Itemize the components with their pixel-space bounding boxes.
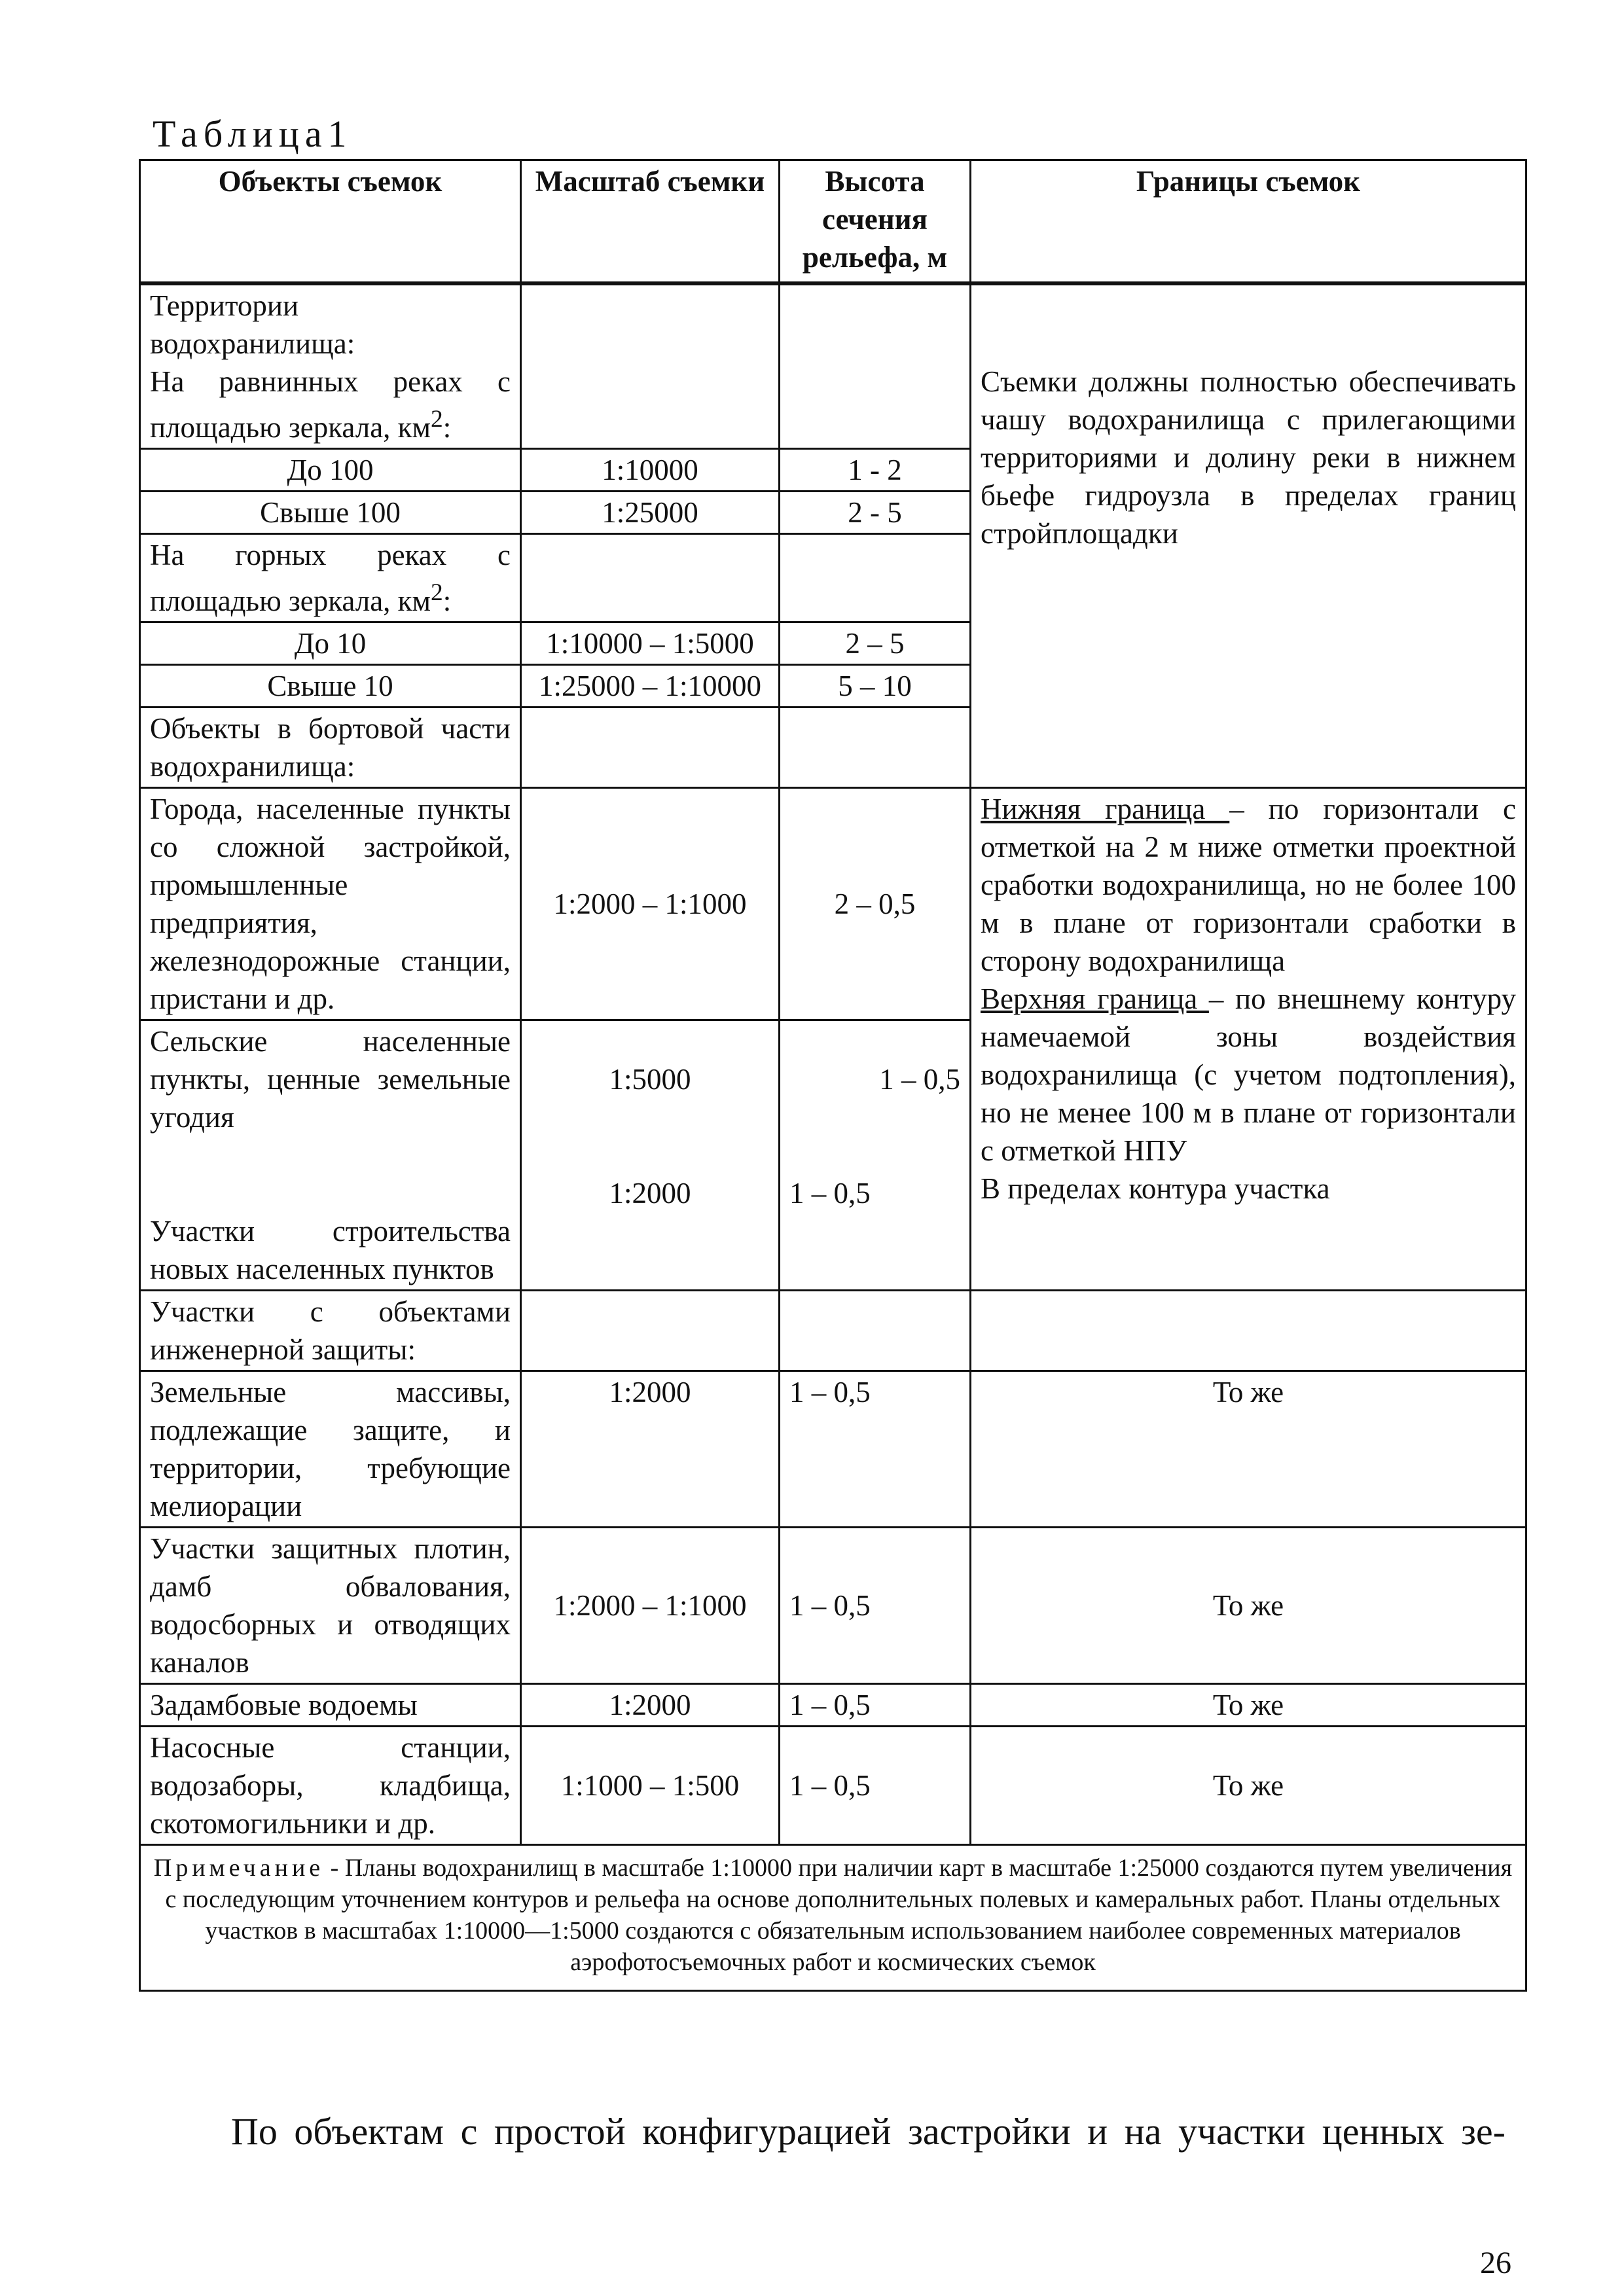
row-label: Участки защитных плотин, дамб обвалования, водосборных и отводящих каналов (140, 1528, 521, 1684)
row-height: 1 – 0,5 (789, 1177, 871, 1210)
table-row (140, 788, 1526, 1020)
row-scale: 1:1000 – 1:500 (521, 1727, 780, 1845)
survey-table (139, 159, 1527, 1992)
row-boundary: То же (971, 1371, 1526, 1528)
row-label: Города, населенные пункты со сложной застройкой, промышленные предприятия, железнодорожные станции, пристани и др. (140, 788, 521, 1020)
empty-cell (780, 283, 971, 449)
row-label: Насосные станции, водозаборы, кладбища, скотомогильники и др. (140, 1727, 521, 1845)
lower-boundary: Нижняя граница – по горизонтали с отметкой на 2 м ниже отметки проектной сработки водохранилища, но не более 100 м в плане от горизонтали сработки в сторону водохранилища (981, 793, 1516, 977)
row-height: 1 – 0,5 (780, 1684, 971, 1727)
empty-cell (521, 1291, 780, 1371)
row-scale: 1:10000 (521, 449, 780, 492)
boundary-cell (971, 788, 1526, 1291)
header-relief-height: Высота сечения рельефа, м (780, 160, 971, 284)
boundary-cell (971, 283, 1526, 788)
row-height: 1 – 0,5 (879, 1063, 960, 1096)
row-boundary: То же (971, 1684, 1526, 1727)
table-row (140, 283, 1526, 449)
empty-cell (971, 1291, 1526, 1371)
table-row (140, 1371, 1526, 1528)
header-boundaries: Границы съемок (971, 160, 1526, 284)
row-scale: 1:25000 (521, 492, 780, 534)
note-text: - Планы водохранилищ в масштабе 1:10000 при наличии карт в масштабе 1:25000 создаются путем увеличения с последующим уточнением контуров и рельефа на основе дополнительных полевых и камеральных работ. Планы отдельных участков в масштабах 1:10000—1:5000 создаются с обязательным использованием наиболее современных материалов аэрофотосъемочных работ и космических съемок (165, 1854, 1513, 1976)
row-scale: 1:2000 (609, 1177, 691, 1210)
mountain-rivers-label: На горных реках с площадью зеркала, $км^2$: (140, 534, 521, 622)
empty-cell (780, 534, 971, 622)
row-label: До 10 (140, 622, 521, 665)
page-number: 26 (1480, 2246, 1511, 2280)
row-label: Свыше 100 (140, 492, 521, 534)
reservoir-territories-cell (140, 283, 521, 449)
row-label: Земельные массивы, подлежащие защите, и территории, требующие мелиорации (140, 1371, 521, 1528)
row-scale: 1:5000 (609, 1063, 691, 1096)
row-label: Свыше 10 (140, 665, 521, 708)
height-cell (780, 1020, 971, 1291)
empty-cell (780, 708, 971, 788)
body-text: По объектам с простой конфигурацией застройки и на участки ценных зе- (231, 2110, 1506, 2153)
note-row (140, 1845, 1526, 1991)
row-height: 1 – 0,5 (780, 1727, 971, 1845)
row-scale: 1:2000 – 1:1000 (521, 788, 780, 1020)
row-scale: 1:2000 (521, 1684, 780, 1727)
rural-settlements-cell (140, 1020, 521, 1291)
row-height: 2 – 0,5 (780, 788, 971, 1020)
upper-boundary-label: Верхняя граница (981, 982, 1209, 1015)
row-height: 2 - 5 (780, 492, 971, 534)
row-height: 5 – 10 (780, 665, 971, 708)
row-scale: 1:25000 – 1:10000 (521, 665, 780, 708)
plain-rivers-label: На равнинных реках с площадью зеркала, $км^2$: (150, 365, 511, 444)
row-height: 2 – 5 (780, 622, 971, 665)
row-boundary: То же (971, 1727, 1526, 1845)
empty-cell (521, 283, 780, 449)
row-boundary: То же (971, 1528, 1526, 1684)
row-scale: 1:10000 – 1:5000 (521, 622, 780, 665)
table-row (140, 1291, 1526, 1371)
table-note (140, 1845, 1526, 1991)
empty-cell (780, 1291, 971, 1371)
row-scale: 1:2000 – 1:1000 (521, 1528, 780, 1684)
header-row (140, 160, 1526, 284)
empty-cell (521, 708, 780, 788)
scale-cell (521, 1020, 780, 1291)
header-objects: Объекты съемок (140, 160, 521, 284)
row-label: Участки строительства новых населенных пунктов (150, 1215, 511, 1285)
row-height: 1 – 0,5 (780, 1528, 971, 1684)
section-title: Участки с объектами инженерной защиты: (140, 1291, 521, 1371)
reservoir-boundary-text: Съемки должны полностью обеспечивать чашу водохранилища с прилегающими территориями и долину реки в нижнем бьефе гидроузла в пределах границ стройплощадки (981, 365, 1516, 550)
row-height: 1 - 2 (780, 449, 971, 492)
table-row (140, 1528, 1526, 1684)
upper-boundary: Верхняя граница – по внешнему контуру намечаемой зоны воздействия водохранилища (с учетом подтопления), но не менее 100 м в плане от горизонтали с отметкой НПУ (981, 982, 1516, 1167)
row-scale: 1:2000 (521, 1371, 780, 1528)
empty-cell (521, 534, 780, 622)
lower-boundary-label: Нижняя граница (981, 793, 1230, 825)
table-row (140, 1684, 1526, 1727)
row-label: Задамбовые водоемы (140, 1684, 521, 1727)
row-label: До 100 (140, 449, 521, 492)
table-caption: Таблица1 (153, 113, 353, 155)
header-scale: Масштаб съемки (521, 160, 780, 284)
row-label: Сельские населенные пункты, ценные земельные угодия (150, 1025, 511, 1134)
note-label: Примечание (153, 1854, 325, 1882)
settlement-boundary: В пределах контура участка (981, 1172, 1330, 1205)
table-row (140, 1727, 1526, 1845)
row-height: 1 – 0,5 (780, 1371, 971, 1528)
section-title: Объекты в бортовой части водохранилища: (140, 708, 521, 788)
reservoir-territories-title: Территории водохранилища: (150, 289, 355, 360)
